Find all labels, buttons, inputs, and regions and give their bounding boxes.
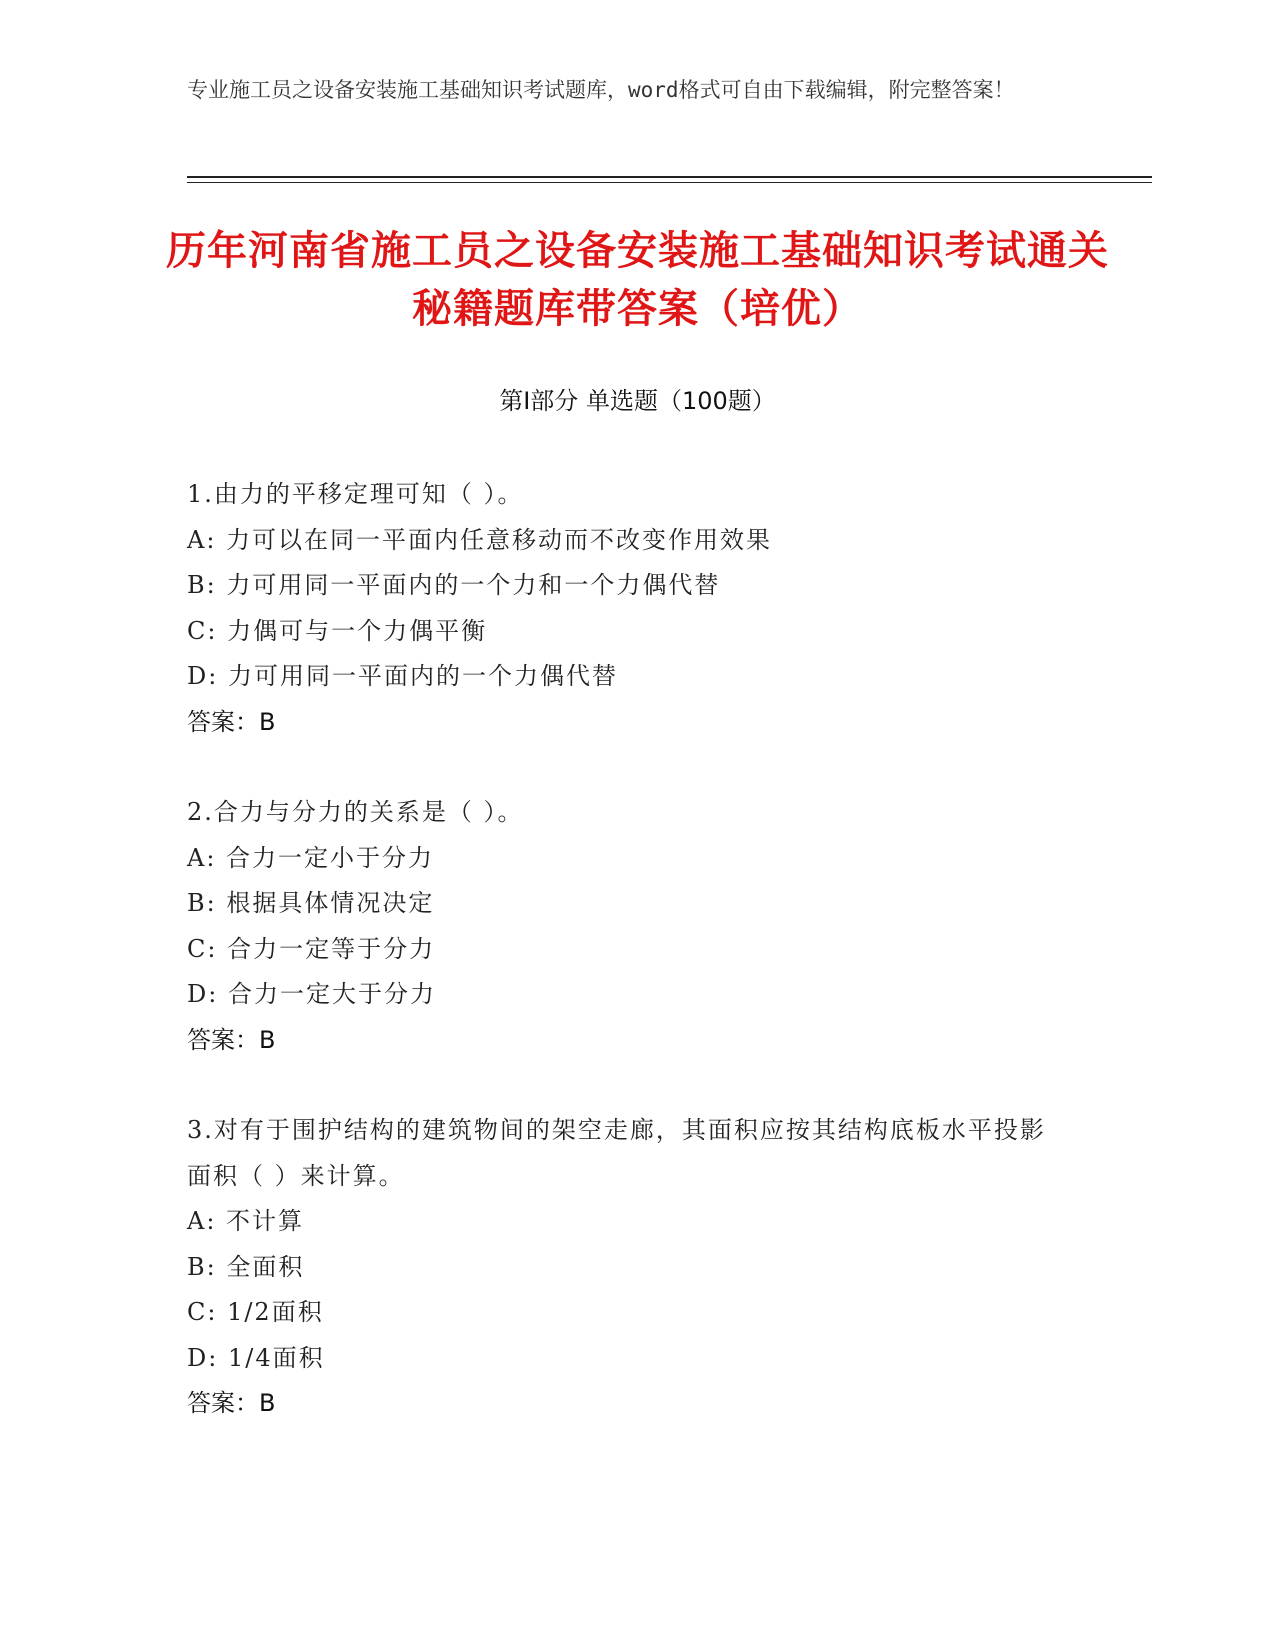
answer-line: 答案：B (187, 1389, 276, 1417)
question-stem: 1.由力的平移定理可知（ ）。 (187, 480, 524, 508)
header-note: 专业施工员之设备安装施工基础知识考试题库，word格式可自由下载编辑，附完整答案！ (187, 78, 1015, 102)
option-b: B: 力可用同一平面内的一个力和一个力偶代替 (187, 571, 721, 599)
option-a: A: 不计算 (187, 1207, 305, 1235)
section-heading: 第Ⅰ部分 单选题（100题） (499, 387, 776, 415)
header-divider-thin (187, 182, 1152, 183)
option-c: C: 合力一定等于分力 (187, 934, 436, 963)
answer-line: 答案：B (187, 707, 276, 736)
option-d: D: 1/4面积 (187, 1343, 325, 1372)
option-b: B: 全面积 (187, 1252, 305, 1281)
question-list (187, 472, 1067, 1472)
option-c: C: 力偶可与一个力偶平衡 (187, 616, 488, 645)
question-item-2 (187, 790, 1067, 1063)
answer-line: 答案：B (187, 1025, 276, 1054)
question-item-1 (187, 472, 1067, 745)
document-title: 历年河南省施工员之设备安装施工基础知识考试通关秘籍题库带答案（培优） (166, 228, 1109, 332)
option-a: A: 力可以在同一平面内任意移动而不改变作用效果 (187, 525, 773, 554)
option-a: A: 合力一定小于分力 (187, 843, 435, 872)
option-d: D: 力可用同一平面内的一个力偶代替 (187, 662, 618, 690)
option-c: C: 1/2面积 (187, 1298, 324, 1326)
header-divider-thick (187, 176, 1152, 178)
question-item-3 (187, 1108, 1067, 1427)
option-d: D: 合力一定大于分力 (187, 980, 436, 1008)
option-b: B: 根据具体情况决定 (187, 889, 435, 917)
question-stem: 2.合力与分力的关系是（ ）。 (187, 798, 524, 826)
question-stem: 3.对有于围护结构的建筑物间的架空走廊，其面积应按其结构底板水平投影面积（ ）来计算。 (187, 1116, 1046, 1190)
